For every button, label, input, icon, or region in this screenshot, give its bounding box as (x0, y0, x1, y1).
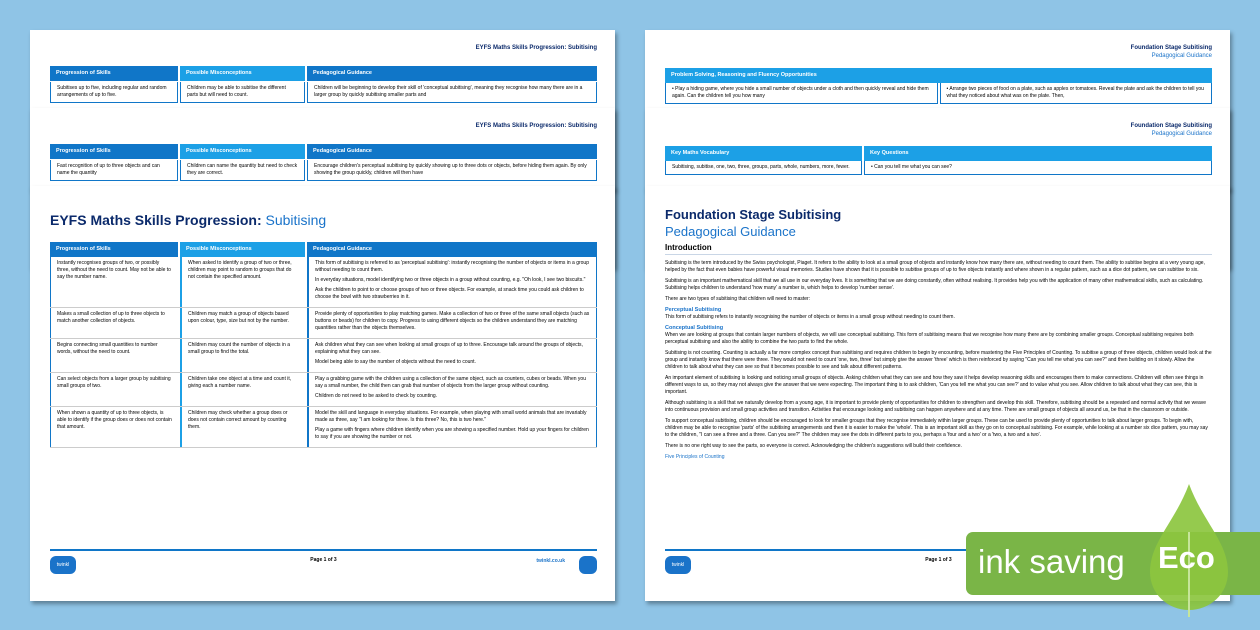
col-header: Pedagogical Guidance (307, 144, 597, 159)
guidance-text: Ask the children to point to or choose groups of two or three objects. For example, at snack time you could ask children to choose the bowl with two strawberries in it. (315, 287, 584, 300)
paragraph: Although subitising is a skill that we naturally develop from a young age, it is important to provide plenty of opportunities for children to strengthen and develop this skill. Therefore, subitising should be a repeated and normal activity that we weave into continuous provision and small group activities and transition. Activities that encourage looking and subitising can happen anywhere and at any time. There are small groups of objects all around us, be that in the classroom or outside. (665, 400, 1207, 413)
footer (50, 549, 597, 573)
page-number: Page 1 of 3 (925, 557, 952, 563)
counting-link[interactable]: Five Principles of Counting (665, 454, 725, 460)
table-cell: Children may be able to subitise the different parts but will need to count. (180, 82, 305, 103)
paragraph: When we are looking at groups that contain larger numbers of objects, we will use conceptual subitising. This form of subitising means that we recognise how many there are by combining smaller groups. Conceptual subitising requires both perceptual subitising and also the ability to combine the two parts to find the whole. (665, 332, 1194, 345)
twinkl-badge-icon (579, 556, 597, 574)
col-header: Possible Misconceptions (180, 66, 305, 81)
paragraph: There are two types of subitising that children will need to master: (665, 296, 811, 302)
col-header: Possible Misconceptions (180, 144, 305, 159)
skill-cell: Makes a small collection of up to three objects to match another collection of objects. (50, 308, 178, 338)
guidance-text: Provide plenty of opportunities to play matching games. Make a collection of two or three of the same small objects (such as buttons or beads) for children to copy. Progress to using different objects so the children understand they are matching quantities rather than the objects themselves. (315, 311, 590, 331)
table-cell: Subitising, subitise, one, two, three, groups, parts, whole, numbers, more, fewer. (665, 161, 862, 175)
skill-cell: Begins connecting small quantities to number words, without the need to count. (50, 339, 178, 372)
twinkl-logo: twinkl (50, 556, 76, 574)
guidance-cell (307, 339, 597, 372)
table-row (50, 407, 597, 448)
col-header: Pedagogical Guidance (307, 242, 597, 257)
table-row (50, 339, 597, 373)
twinkl-logo: twinkl (665, 556, 691, 574)
guidance-text: Model the skill and language in everyday situations. For example, when playing with small world animals that are invariably made as three, say "I am looking for three. Is this three? No, this is two here." (315, 410, 587, 423)
left-front-page (30, 186, 615, 601)
table-cell: Encourage children's perceptual subitising by quickly showing up to three dots or objects, before hiding them again. By only showing the group quickly, children will then have (307, 160, 597, 181)
table-cell: Subitises up to five, including regular and random arrangements of up to five. (50, 82, 178, 103)
guidance-cell (307, 308, 597, 338)
misconception-cell: Children take one object at a time and count it, giving each a number name. (180, 373, 305, 406)
table-header (50, 144, 597, 159)
skill-cell: When shown a quantity of up to three objects, is able to identify if the group does or does not contain that amount. (50, 407, 178, 447)
skills-table (50, 257, 597, 448)
guidance-cell (307, 407, 597, 447)
guidance-text: This form of subitising is referred to as 'perceptual subitising': instantly recognising the number of objects or items in a group without needing to count them. (315, 260, 589, 273)
skill-cell: Instantly recognises groups of two, or possibly three, without the need to count. May not be able to say the number name. (50, 257, 178, 307)
paragraph: There is no one right way to see the parts, so everyone is correct. Acknowledging the children's suggestions will build their confidence. (665, 443, 962, 449)
table-cell: • Play a hiding game, where you hide a small number of objects under a cloth and then quickly reveal and hide them again. Can the children tell you how many (665, 83, 938, 104)
misconception-cell: Children may count the number of objects in a small group to find the total. (180, 339, 305, 372)
table-row (50, 373, 597, 407)
col-header: Pedagogical Guidance (307, 66, 597, 81)
document-body (665, 244, 1212, 461)
paragraph: Subitising is the term introduced by the Swiss psychologist, Piaget. It refers to the ability to look at a small group of objects and instantly know how many there are, without needing to count them. The ability to subitise begins at a very young age, helped by the fact that even babies have powerful visual memories. Studies have shown that it is possible to subitise groups of up to five objects instantly and where shown in a regular pattern, such as a dice dot pattern, we can subitise to six. (665, 260, 1205, 273)
table-cell: Fast recognition of up to three objects and can name the quantity (50, 160, 178, 181)
page-title: EYFS Maths Skills Progression: Subitising (50, 212, 327, 228)
section-header: Problem Solving, Reasoning and Fluency Opportunities (665, 68, 1212, 83)
paragraph: To support conceptual subitising, children should be encouraged to look for smaller groups that they recognise immediately within larger groups. These can be used to provide plenty of opportunities to talk about larger groups. To begin with, children may be able to recognise 'parts' of the subitising arrangements and then it is easier to make the 'whole'. This is an important skill as they go on to conceptual subitising. For example, while looking at a number six dice pattern, you may say to the children, "I can see a three and a three. Can you see?" The children may see the dots in different parts to you, perhaps a 'four and a two' or a 'two, a two and a two'. (665, 418, 1208, 438)
table-header (50, 66, 597, 81)
table-row (50, 257, 597, 308)
page-header: EYFS Maths Skills Progression: Subitising (475, 45, 597, 51)
table-cell: Children will be beginning to develop their skill of 'conceptual subitising', meaning they recognise how many there are in a larger group by quickly subitising smaller parts and (307, 82, 597, 103)
section-heading: Introduction (665, 244, 1212, 255)
col-header: Progression of Skills (50, 144, 178, 159)
col-header: Progression of Skills (50, 66, 178, 81)
footer-link[interactable]: twinkl.co.uk (536, 558, 565, 564)
subheading: Perceptual Subitising (665, 307, 722, 313)
misconception-cell: Children may check whether a group does or does not contain correct amount by counting them. (180, 407, 305, 447)
guidance-text: In everyday situations, model identifying two or three objects in a group without counting, e.g. "Oh look, I see two biscuits." (315, 277, 586, 283)
section-header: Key Maths Vocabulary (665, 146, 862, 161)
subheading: Conceptual Subitising (665, 325, 724, 331)
page-header: Foundation Stage Subitising Pedagogical Guidance (1130, 123, 1212, 137)
page-header: Foundation Stage Subitising Pedagogical Guidance (1130, 45, 1212, 59)
paragraph: This form of subitising refers to instantly recognising the number of objects or items in a small group without needing to count them. (665, 314, 955, 320)
misconception-cell: Children may match a group of objects based upon colour, type, size but not by the number. (180, 308, 305, 338)
table-cell: • Arrange two pieces of food on a plate, such as apples or tomatoes. Reveal the plate and ask the children to tell you what they noticed about what was on the plate. Then, (940, 83, 1213, 104)
table-row (50, 308, 597, 339)
col-header: Possible Misconceptions (180, 242, 305, 257)
guidance-text: Play a grabbing game with the children using a collection of the same object, such as counters, cubes or beads. When you say a small number, the child then can grab that number of objects from the larger group without counting. (315, 376, 586, 389)
paragraph: An important element of subitising is looking and noticing small groups of objects. Asking children what they can see and how they saw it helps develop reasoning skills and encourages them to make connections. Children will often see things in different ways to us, so they may not always give the answer that we were expecting. The important thing is to ask children, 'Can you tell me what you can see?' and to value what you see. Allow children to talk about what they can see, this is important. (665, 375, 1204, 395)
eco-label: Eco (1158, 540, 1215, 575)
guidance-cell (307, 373, 597, 406)
page-header: EYFS Maths Skills Progression: Subitising (475, 123, 597, 129)
guidance-text: Ask children what they can see when looking at small groups of up to three. Encourage talk around the groups of objects, explaining what they can see. (315, 342, 583, 355)
guidance-text: Model being able to say the number of objects without the need to count. (315, 359, 476, 365)
guidance-cell (307, 257, 597, 307)
section-header: Key Questions (864, 146, 1212, 161)
table-cell: • Can you tell me what you can see? (864, 161, 1212, 175)
table-cell: Children can name the quantity but need to check they are correct. (180, 160, 305, 181)
skill-cell: Can select objects from a larger group by subitising small groups of two. (50, 373, 178, 406)
page-number: Page 1 of 3 (310, 557, 337, 563)
misconception-cell: When asked to identify a group of two or three, children may point to random to groups that do not contain the specified amount. (180, 257, 305, 307)
paragraph: Subitising is not counting. Counting is actually a far more complex concept than subitising and requires children to begin by encounting, before mastering the Five Principles of Counting. To subitise a group of three objects, children would look at the group and instantly know that there were three. They would not need to count 'one, two, three' but simply give the answer 'three' which is then reinforced by saying "Can you tell me what you can see?" and then building on it slowly. Allow the children to talk about what they can see so that it becomes possible to see and talk about different patterns. (665, 350, 1212, 370)
col-header: Progression of Skills (50, 242, 178, 257)
paragraph: Subitising is an important mathematical skill that we all use in our everyday lives. It is something that we are doing constantly, often without realising. It provides help you with the application of many other mathematical skills, such as calculating. Subitising helps children to understand 'how many' a number is, which helps to develop 'number sense'. (665, 278, 1204, 291)
guidance-text: Children do not need to be asked to check by counting. (315, 393, 438, 399)
guidance-text: Play a game with fingers where children identify when you are showing a specified number. Hold up your fingers for children to say if you are showing the number or not. (315, 427, 589, 440)
table-header (50, 242, 597, 257)
page-title: Foundation Stage Subitising Pedagogical Guidance (665, 207, 842, 239)
badge-text: ink saving (978, 543, 1125, 580)
